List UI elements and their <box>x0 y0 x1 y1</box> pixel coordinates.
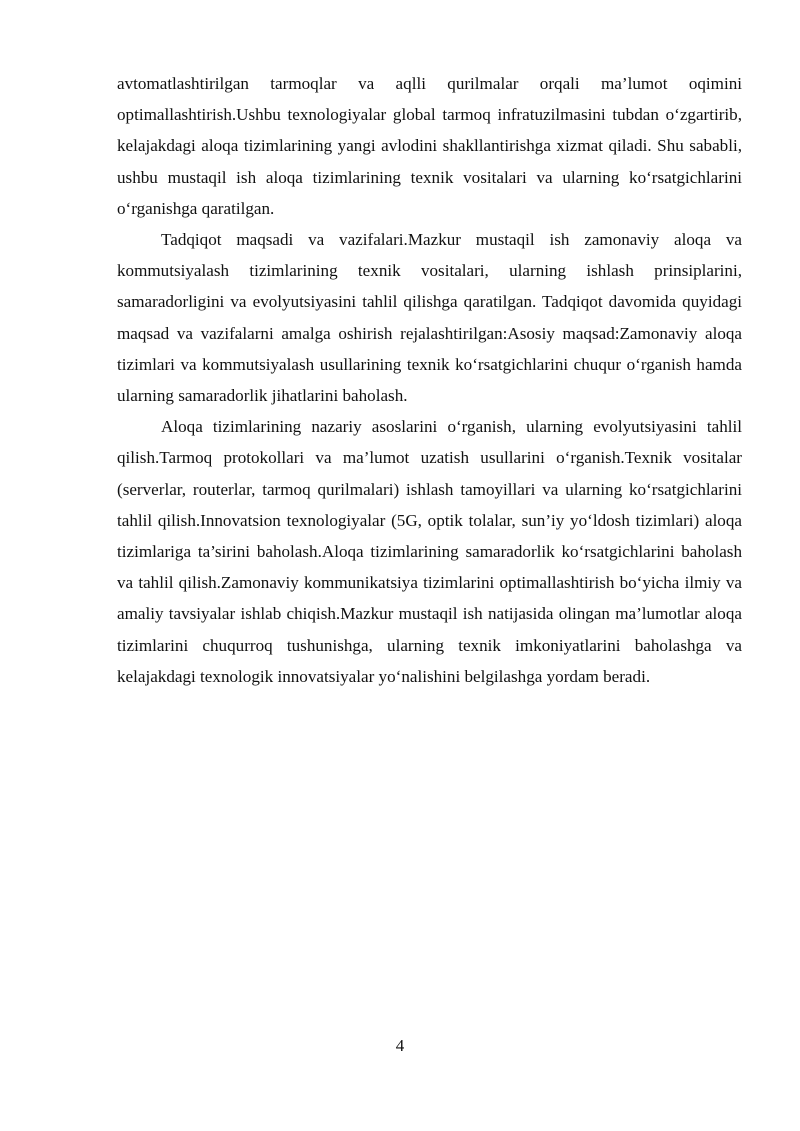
paragraph-research-goals: Tadqiqot maqsadi va vazifalari.Mazkur mustaqil ish zamonaviy aloqa va kommutsiyalash tizimlarining texnik vositalari, ularning ishlash prinsiplarini, samaradorligini va evolyutsiyasini tahlil qilishga qaratilgan. Tadqiqot davomida quyidagi maqsad va vazifalarni amalga oshirish rejalashtirilgan:Asosiy maqsad:Zamonaviy aloqa tizimlari va kommutsiyalash usullarining texnik ko‘rsatgichlarini chuqur o‘rganish hamda ularning samaradorlik jihatlarini baholash. <box>117 230 742 406</box>
body-text <box>117 68 742 692</box>
paragraph-continuation: avtomatlashtirilgan tarmoqlar va aqlli qurilmalar orqali ma’lumot oqimini optimallashtirish.Ushbu texnologiyalar global tarmoq infratuzilmasini tubdan o‘zgartirib, kelajakdagi aloqa tizimlarining yangi avlodini shakllantirishga xizmat qiladi. Shu sababli, ushbu mustaqil ish aloqa tizimlarining texnik vositalari va ularning ko‘rsatgichlarini o‘rganishga qaratilgan. <box>117 74 742 218</box>
paragraph-research-tasks: Aloqa tizimlarining nazariy asoslarini o‘rganish, ularning evolyutsiyasini tahlil qilish.Tarmoq protokollari va ma’lumot uzatish usullarini o‘rganish.Texnik vositalar (serverlar, routerlar, tarmoq qurilmalari) ishlash tamoyillari va ularning ko‘rsatgichlarini tahlil qilish.Innovatsion texnologiyalar (5G, optik tolalar, sun’iy yo‘ldosh tizimlari) aloqa tizimlariga ta’sirini baholash.Aloqa tizimlarining samaradorlik ko‘rsatgichlarini baholash va tahlil qilish.Zamonaviy kommunikatsiya tizimlarini optimallashtirish bo‘yicha ilmiy va amaliy tavsiyalar ishlab chiqish.Mazkur mustaqil ish natijasida olingan ma’lumotlar aloqa tizimlarini chuqurroq tushunishga, ularning texnik imkoniyatlarini baholashga va kelajakdagi texnologik innovatsiyalar yo‘nalishini belgilashga yordam beradi. <box>117 417 742 686</box>
page-number: 4 <box>395 1036 405 1055</box>
